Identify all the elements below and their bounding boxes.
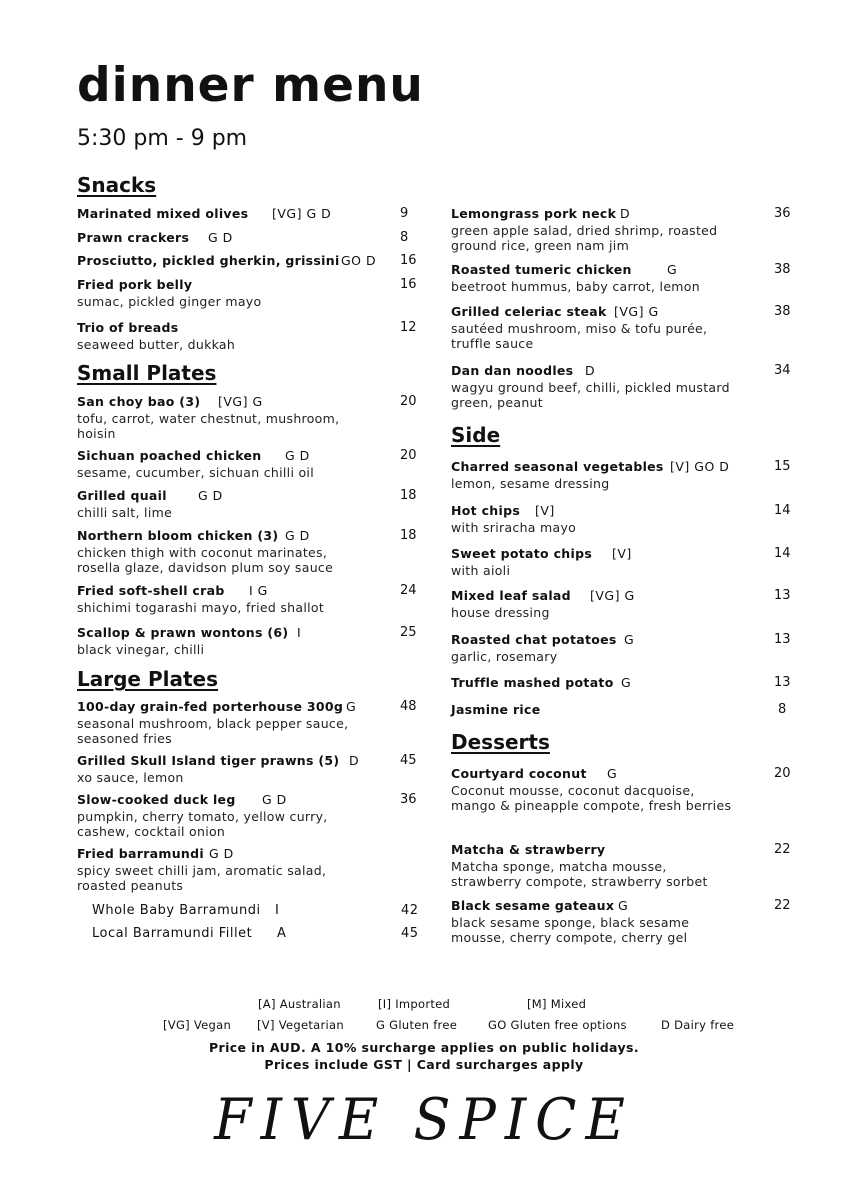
dietary-tags: G D [285, 528, 310, 543]
legend-dairy-free: D Dairy free [661, 1018, 735, 1032]
dietary-tags: [V] GO D [670, 459, 730, 474]
menu-item-price: 8 [400, 230, 409, 245]
menu-item-price: 36 [400, 792, 417, 807]
menu-item [77, 488, 417, 520]
menu-item-description: sumac, pickled ginger mayo [77, 293, 262, 309]
menu-item [77, 448, 417, 480]
dietary-tags: I [297, 625, 302, 640]
menu-item-name: Fried pork belly [77, 277, 193, 292]
menu-item-price: 22 [774, 842, 791, 857]
menu-item-price: 20 [400, 394, 417, 409]
menu-item-price: 16 [400, 277, 417, 292]
menu-item-name: Jasmine rice [451, 702, 541, 717]
menu-item-name: Lemongrass pork neck [451, 206, 617, 221]
dietary-tags: D [585, 363, 596, 378]
dietary-tags: G [346, 699, 357, 714]
menu-item-description: with aioli [451, 562, 511, 578]
menu-item-description: lemon, sesame dressing [451, 475, 610, 491]
menu-item [451, 588, 791, 620]
menu-item-description: chilli salt, lime [77, 504, 173, 520]
menu-item-description: chicken thigh with coconut marinates, rosella glaze, davidson plum soy sauce [77, 544, 334, 575]
legend-vegan: [VG] Vegan [163, 1018, 232, 1032]
menu-item [77, 394, 417, 442]
menu-item-description: seaweed butter, dukkah [77, 336, 236, 352]
menu-item-description: pumpkin, cherry tomato, yellow curry, cashew, cocktail onion [77, 808, 328, 839]
page-title: dinner menu [77, 58, 424, 113]
section-desserts: Desserts [451, 730, 550, 754]
menu-item-price: 45 [400, 753, 417, 768]
menu-item [77, 625, 417, 657]
menu-item-price: 48 [400, 699, 417, 714]
barramundi-option-price: 42 [401, 903, 419, 918]
menu-item [77, 206, 417, 222]
dietary-tags: G D [285, 448, 310, 463]
menu-item-description: wagyu ground beef, chilli, pickled mustard green, peanut [451, 379, 730, 410]
menu-item-description: sesame, cucumber, sichuan chilli oil [77, 464, 314, 480]
brand-logo: FIVE SPICE [214, 1086, 634, 1153]
barramundi-option-tag: I [275, 903, 280, 918]
menu-item [77, 583, 417, 615]
menu-item-name: Scallop & prawn wontons (6) [77, 625, 289, 640]
menu-item-name: Prawn crackers [77, 230, 190, 245]
menu-item-description: shichimi togarashi mayo, fried shallot [77, 599, 325, 615]
section-side: Side [451, 423, 501, 447]
gst-note: Prices include GST | Card surcharges apply [264, 1057, 584, 1072]
menu-item-price: 36 [774, 206, 791, 221]
menu-item-price: 25 [400, 625, 417, 640]
dietary-tags: GO D [341, 253, 377, 268]
menu-item-description: Matcha sponge, matcha mousse, strawberry compote, strawberry sorbet [451, 858, 708, 889]
menu-item-description: spicy sweet chilli jam, aromatic salad, roasted peanuts [77, 862, 327, 893]
menu-item [77, 277, 417, 309]
barramundi-option: Local Barramundi Fillet [92, 926, 253, 941]
section-snacks: Snacks [77, 173, 157, 197]
menu-item-name: San choy bao (3) [77, 394, 201, 409]
menu-item [451, 546, 791, 578]
menu-item-name: Hot chips [451, 503, 521, 518]
menu-item-description: seasonal mushroom, black pepper sauce, seasoned fries [77, 715, 349, 746]
legend-imported: [I] Imported [378, 997, 451, 1011]
dietary-tags: D [620, 206, 631, 221]
legend-gluten-free: G Gluten free [376, 1018, 458, 1032]
menu-item-price: 38 [774, 262, 791, 277]
menu-item-description: tofu, carrot, water chestnut, mushroom, hoisin [77, 410, 340, 441]
menu-item [77, 846, 417, 894]
menu-item-description: house dressing [451, 604, 550, 620]
menu-item-name: Dan dan noodles [451, 363, 574, 378]
dietary-tags: G D [208, 230, 233, 245]
dietary-tags: G [667, 262, 678, 277]
menu-item-name: Grilled celeriac steak [451, 304, 607, 319]
menu-item-price: 13 [774, 675, 791, 690]
menu-item-name: Truffle mashed potato [451, 675, 614, 690]
menu-item [451, 363, 791, 411]
dietary-tags: G [624, 632, 635, 647]
dietary-tags: I G [249, 583, 268, 598]
legend-australian: [A] Australian [258, 997, 341, 1011]
menu-item-name: Northern bloom chicken (3) [77, 528, 279, 543]
menu-item-price: 20 [774, 766, 791, 781]
menu-item [77, 528, 417, 576]
menu-item-price: 18 [400, 488, 417, 503]
menu-item-description: with sriracha mayo [451, 519, 577, 535]
dietary-tags: [VG] G D [272, 206, 332, 221]
menu-item-price: 15 [774, 459, 791, 474]
menu-item-name: Matcha & strawberry [451, 842, 606, 857]
menu-item-price: 12 [400, 320, 417, 335]
menu-item-name: Trio of breads [77, 320, 179, 335]
menu-item-name: Charred seasonal vegetables [451, 459, 664, 474]
barramundi-option-price: 45 [401, 926, 419, 941]
menu-item-description: black vinegar, chilli [77, 641, 205, 657]
menu-item-name: Slow-cooked duck leg [77, 792, 236, 807]
menu-item-price: 13 [774, 588, 791, 603]
menu-item [451, 459, 791, 491]
menu-item-description: sautéed mushroom, miso & tofu purée, truffle sauce [451, 320, 708, 351]
menu-item [451, 675, 791, 691]
menu-item [77, 699, 417, 747]
menu-item [451, 702, 791, 718]
dietary-tags: G [618, 898, 629, 913]
dietary-tags: G D [209, 846, 234, 861]
menu-item-name: Marinated mixed olives [77, 206, 249, 221]
menu-item [451, 304, 791, 352]
dietary-tags: G D [198, 488, 223, 503]
menu-item-name: Mixed leaf salad [451, 588, 571, 603]
menu-item-price: 8 [778, 702, 787, 717]
legend-vegetarian: [V] Vegetarian [257, 1018, 344, 1032]
menu-item-price: 14 [774, 503, 791, 518]
menu-item [77, 253, 417, 269]
menu-item-price: 16 [400, 253, 417, 268]
menu-item [77, 753, 417, 785]
menu-item-name: Courtyard coconut [451, 766, 587, 781]
menu-item-description: beetroot hummus, baby carrot, lemon [451, 278, 700, 294]
menu-item-price: 9 [400, 206, 409, 221]
dietary-tags: [VG] G [218, 394, 263, 409]
legend-gluten-free-options: GO Gluten free options [488, 1018, 627, 1032]
menu-item [451, 898, 791, 946]
menu-item-price: 14 [774, 546, 791, 561]
barramundi-option: Whole Baby Barramundi [92, 903, 261, 918]
menu-item [451, 632, 791, 664]
menu-item-name: Roasted tumeric chicken [451, 262, 632, 277]
menu-item-name: Sweet potato chips [451, 546, 593, 561]
menu-item-name: Grilled Skull Island tiger prawns (5) [77, 753, 340, 768]
menu-item-price: 38 [774, 304, 791, 319]
menu-item-name: Roasted chat potatoes [451, 632, 617, 647]
menu-item-price: 20 [400, 448, 417, 463]
menu-item [451, 503, 791, 535]
menu-item [77, 320, 417, 352]
menu-item-description: xo sauce, lemon [77, 769, 184, 785]
menu-item [451, 206, 791, 254]
dietary-tags: D [349, 753, 360, 768]
menu-item-name: 100-day grain-fed porterhouse 300g [77, 699, 344, 714]
legend-mixed: [M] Mixed [527, 997, 587, 1011]
dietary-tags: [VG] G [614, 304, 659, 319]
dietary-tags: [V] [612, 546, 632, 561]
menu-item [77, 230, 417, 246]
menu-item-name: Prosciutto, pickled gherkin, grissini [77, 253, 340, 268]
dietary-tags: [VG] G [590, 588, 635, 603]
menu-item [451, 842, 791, 890]
dietary-tags: G [621, 675, 632, 690]
menu-item-name: Sichuan poached chicken [77, 448, 262, 463]
menu-item [451, 766, 791, 814]
menu-item-price: 34 [774, 363, 791, 378]
dietary-tags: G [607, 766, 618, 781]
menu-item-description: green apple salad, dried shrimp, roasted ground rice, green nam jim [451, 222, 718, 253]
menu-item-description: Coconut mousse, coconut dacquoise, mango & pineapple compote, fresh berries [451, 782, 732, 813]
dietary-tags: G D [262, 792, 287, 807]
menu-item-name: Black sesame gateaux [451, 898, 615, 913]
menu-item [451, 262, 791, 294]
menu-item-description: black sesame sponge, black sesame mousse, cherry compote, cherry gel [451, 914, 690, 945]
menu-item [77, 792, 417, 840]
section-large-plates: Large Plates [77, 667, 218, 691]
menu-item-name: Grilled quail [77, 488, 167, 503]
price-note: Price in AUD. A 10% surcharge applies on public holidays. [208, 1040, 640, 1055]
menu-item-price: 18 [400, 528, 417, 543]
barramundi-option-tag: A [277, 926, 287, 941]
menu-item-name: Fried soft-shell crab [77, 583, 225, 598]
menu-item-price: 24 [400, 583, 417, 598]
dietary-tags: [V] [535, 503, 555, 518]
section-small-plates: Small Plates [77, 361, 217, 385]
menu-item-name: Fried barramundi [77, 846, 204, 861]
menu-item-price: 22 [774, 898, 791, 913]
menu-item-price: 13 [774, 632, 791, 647]
service-hours: 5:30 pm - 9 pm [77, 126, 248, 151]
menu-item-description: garlic, rosemary [451, 648, 558, 664]
